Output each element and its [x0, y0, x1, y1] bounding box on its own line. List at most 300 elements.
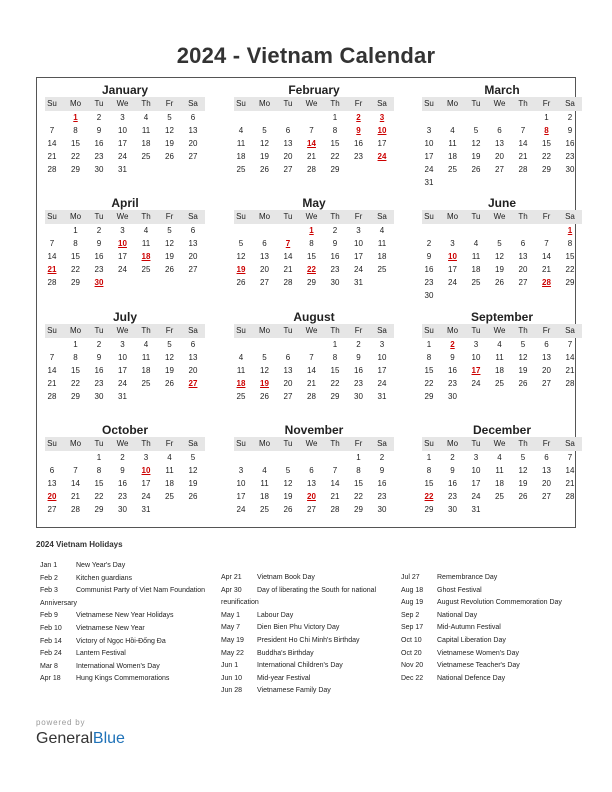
calendar-day: 28	[307, 165, 316, 174]
holiday-day: 1	[309, 226, 314, 235]
calendar-day: 26	[260, 392, 269, 401]
calendar-day: 29	[565, 278, 575, 287]
calendar-day: 2	[332, 226, 338, 235]
holiday-day: 3	[379, 113, 385, 122]
calendar-day: 1	[356, 453, 361, 462]
calendar-day: 22	[330, 379, 340, 388]
holiday-name: Mid-Autumn Festival	[437, 624, 501, 632]
calendar-day: 5	[520, 340, 526, 349]
holiday-date: Jun 28	[221, 687, 243, 695]
holiday-entry	[40, 585, 220, 610]
weekday-label: Th	[141, 439, 151, 448]
calendar-day: 28	[71, 505, 80, 514]
calendar-day: 31	[118, 392, 127, 401]
weekday-label: Mo	[69, 99, 82, 108]
weekday-header	[234, 324, 394, 338]
calendar-day: 18	[141, 366, 151, 375]
calendar-day: 4	[450, 126, 455, 135]
weekday-label: Su	[47, 99, 57, 108]
calendar-day: 6	[190, 113, 196, 122]
weekday-label: Th	[330, 439, 340, 448]
calendar-day: 29	[307, 278, 316, 287]
calendar-day: 14	[47, 139, 57, 148]
calendar-day: 30	[565, 165, 575, 174]
weekday-label: Sa	[377, 99, 387, 108]
calendar-day: 13	[542, 353, 551, 362]
calendar-day: 12	[518, 466, 528, 475]
calendar-day: 10	[471, 353, 481, 362]
weekday-label: Sa	[565, 326, 575, 335]
calendar-day: 5	[167, 226, 172, 235]
calendar-day: 14	[565, 353, 575, 362]
calendar-day: 25	[471, 278, 481, 287]
calendar-day: 31	[118, 165, 127, 174]
weekday-label: We	[305, 326, 318, 335]
calendar-day: 27	[188, 152, 198, 161]
calendar-day: 8	[356, 466, 361, 475]
calendar-day: 7	[49, 239, 55, 248]
calendar-day: 24	[377, 379, 387, 388]
calendar-day: 6	[49, 466, 55, 475]
holiday-entry	[401, 660, 581, 673]
holiday-day: 21	[47, 265, 57, 274]
calendar-day: 21	[71, 492, 80, 501]
calendar-day: 22	[71, 379, 80, 388]
weekday-label: Tu	[94, 439, 104, 448]
calendar-day: 25	[165, 492, 174, 501]
calendar-day: 18	[141, 139, 151, 148]
weekday-label: Mo	[446, 326, 459, 335]
calendar-day: 29	[71, 165, 80, 174]
month-4	[234, 196, 394, 306]
calendar-day: 20	[542, 366, 551, 375]
calendar-day: 31	[354, 278, 363, 287]
weekday-label: Tu	[471, 326, 481, 335]
weekday-label: Mo	[446, 99, 459, 108]
calendar-day: 19	[283, 492, 293, 501]
month-3	[45, 196, 205, 306]
calendar-day: 21	[283, 265, 293, 274]
calendar-day: 21	[47, 379, 57, 388]
weekday-label: We	[116, 99, 129, 108]
calendar-day: 21	[307, 152, 316, 161]
calendar-day: 4	[238, 126, 244, 135]
holiday-date: May 7	[221, 624, 241, 632]
calendar-day: 12	[283, 479, 293, 488]
calendar-day: 28	[47, 278, 57, 287]
calendar-day: 9	[450, 353, 455, 362]
holiday-name: Ghost Festival	[437, 586, 482, 594]
calendar-day: 22	[71, 265, 80, 274]
weekday-label: Su	[424, 326, 434, 335]
weekday-label: Su	[236, 439, 246, 448]
holiday-name: Victory of Ngọc Hồi-Đống Đa	[76, 637, 166, 645]
generalblue-logo[interactable]	[36, 730, 125, 748]
calendar-day: 6	[520, 239, 526, 248]
calendar-day: 24	[471, 379, 481, 388]
calendar-day: 14	[330, 479, 340, 488]
holiday-entry	[40, 623, 220, 636]
calendar-day: 25	[141, 379, 151, 388]
calendar-day: 8	[332, 126, 338, 135]
calendar-day: 13	[47, 479, 57, 488]
holiday-day: 20	[47, 492, 57, 501]
calendar-day: 28	[518, 165, 528, 174]
calendar-day: 15	[71, 139, 80, 148]
calendar-day: 16	[330, 252, 340, 261]
holiday-date: Jul 27	[401, 574, 420, 581]
calendar-day: 13	[188, 353, 198, 362]
calendar-day: 18	[495, 366, 504, 375]
calendar-day: 17	[118, 139, 127, 148]
calendar-day: 7	[567, 453, 573, 462]
page-title: 2024 - Vietnam Calendar	[176, 43, 436, 68]
month-10	[234, 423, 394, 533]
holiday-entry	[40, 661, 220, 674]
calendar-day: 10	[471, 466, 481, 475]
weekday-label: We	[305, 99, 318, 108]
calendar-day: 7	[332, 466, 338, 475]
calendar-day: 29	[542, 165, 551, 174]
calendar-day: 16	[354, 366, 363, 375]
holiday-entry	[401, 597, 581, 610]
calendar-day: 30	[424, 291, 434, 300]
calendar-day: 8	[567, 239, 573, 248]
calendar-day: 15	[307, 252, 316, 261]
holiday-name: New Year's Day	[76, 562, 126, 569]
holiday-date: Aug 19	[401, 599, 424, 607]
calendar-day: 24	[118, 265, 127, 274]
calendar-day: 1	[332, 340, 338, 349]
calendar-day: 27	[283, 392, 293, 401]
calendar-day: 27	[542, 379, 551, 388]
holiday-day: 1	[73, 113, 78, 122]
calendar-day: 3	[473, 340, 479, 349]
holiday-entry	[40, 560, 220, 573]
calendar-day: 2	[96, 340, 102, 349]
calendar-day: 17	[471, 479, 481, 488]
holiday-day: 17	[471, 366, 481, 375]
calendar-day: 20	[495, 152, 504, 161]
weekday-label: Tu	[471, 212, 481, 221]
month-9	[45, 423, 205, 533]
calendar-day: 1	[73, 340, 78, 349]
month-name: November	[284, 423, 344, 437]
holiday-name: Buddha's Birthday	[257, 649, 314, 657]
holiday-date: Feb 2	[40, 574, 58, 582]
calendar-day: 9	[426, 252, 432, 261]
holiday-name: Dien Bien Phu Victory Day	[257, 624, 340, 632]
calendar-day: 25	[495, 492, 504, 501]
calendar-day: 25	[377, 265, 387, 274]
calendar-day: 12	[260, 366, 269, 375]
calendar-day: 15	[565, 252, 575, 261]
holiday-name: August Revolution Commemoration Day	[437, 599, 562, 607]
weekday-label: We	[116, 439, 129, 448]
month-name: September	[470, 310, 534, 324]
calendar-day: 1	[96, 453, 102, 462]
calendar-day: 15	[94, 479, 104, 488]
holiday-entry	[401, 585, 581, 598]
calendar-day: 7	[520, 126, 526, 135]
weekday-label: Mo	[258, 99, 271, 108]
weekday-label: Su	[424, 439, 434, 448]
calendar-day: 5	[167, 340, 172, 349]
holiday-entry	[221, 610, 401, 623]
calendar-day: 4	[167, 453, 172, 462]
weekday-label: Th	[330, 212, 340, 221]
calendar-day: 11	[141, 126, 151, 135]
calendar-day: 27	[542, 492, 551, 501]
weekday-label: Fr	[354, 99, 363, 108]
calendar-day: 9	[332, 239, 338, 248]
calendar-day: 6	[285, 126, 291, 135]
calendar-day: 8	[73, 353, 78, 362]
calendar-day: 16	[118, 479, 127, 488]
calendar-day: 27	[260, 278, 269, 287]
weekday-label: We	[493, 212, 506, 221]
calendar-day: 10	[118, 353, 127, 362]
weekday-label: Mo	[446, 439, 459, 448]
calendar-day: 9	[356, 353, 361, 362]
calendar-day: 17	[448, 265, 457, 274]
calendar-day: 1	[73, 226, 78, 235]
calendar-day: 20	[283, 379, 293, 388]
holiday-column	[401, 572, 581, 685]
holiday-name: National Defence Day	[437, 674, 506, 682]
calendar-day: 19	[518, 479, 528, 488]
holiday-name: Capital Liberation Day	[437, 636, 506, 644]
weekday-label: Tu	[283, 326, 293, 335]
calendar-day: 13	[188, 239, 198, 248]
calendar-day: 4	[497, 340, 502, 349]
calendar-day: 14	[71, 479, 80, 488]
weekday-label: Fr	[542, 212, 551, 221]
holiday-entry	[40, 610, 220, 623]
calendar-day: 7	[49, 353, 55, 362]
holiday-name: Vietnamese New Year Holidays	[76, 612, 174, 620]
holiday-day: 18	[141, 252, 151, 261]
calendar-day: 5	[262, 353, 267, 362]
calendar-day: 23	[354, 152, 363, 161]
calendar-day: 8	[73, 239, 78, 248]
calendar-day: 7	[73, 466, 78, 475]
calendar-day: 28	[565, 379, 575, 388]
calendar-day: 16	[448, 366, 457, 375]
calendar-day: 31	[377, 392, 387, 401]
calendar-day: 11	[377, 239, 387, 248]
calendar-day: 16	[424, 265, 434, 274]
holiday-day: 8	[544, 126, 549, 135]
calendar-day: 26	[188, 492, 198, 501]
calendar-day: 22	[71, 152, 80, 161]
weekday-label: We	[493, 99, 506, 108]
holiday-column	[40, 560, 220, 686]
brand-blue: Blue	[92, 730, 125, 747]
weekday-label: Th	[330, 99, 340, 108]
calendar-day: 27	[188, 265, 198, 274]
calendar-day: 23	[94, 152, 104, 161]
weekday-label: Fr	[165, 99, 174, 108]
calendar-day: 28	[330, 505, 340, 514]
calendar-day: 16	[448, 479, 457, 488]
month-name: April	[111, 196, 139, 210]
calendar-day: 27	[495, 165, 504, 174]
calendar-day: 24	[236, 505, 246, 514]
calendar-day: 19	[165, 366, 174, 375]
calendar-day: 29	[330, 165, 340, 174]
holiday-date: May 19	[221, 636, 244, 644]
calendar-day: 29	[71, 392, 80, 401]
calendar-grid	[36, 77, 576, 528]
holiday-date: Feb 24	[40, 650, 62, 658]
calendar-day: 6	[285, 353, 291, 362]
month-name: August	[293, 310, 335, 324]
calendar-day: 26	[165, 265, 174, 274]
calendar-day: 19	[165, 252, 174, 261]
month-1	[234, 83, 394, 193]
holiday-date: Feb 14	[40, 637, 62, 645]
calendar-day: 21	[565, 479, 575, 488]
weekday-label: Th	[141, 212, 151, 221]
calendar-day: 23	[118, 492, 127, 501]
calendar-day: 30	[330, 278, 340, 287]
calendar-day: 27	[283, 165, 293, 174]
holiday-name: Kitchen guardians	[76, 574, 133, 582]
holiday-day: 10	[448, 252, 457, 261]
calendar-day: 2	[96, 113, 102, 122]
holiday-name: International Women's Day	[76, 662, 160, 670]
calendar-day: 10	[424, 139, 434, 148]
calendar-day: 20	[188, 252, 198, 261]
holiday-entry	[401, 673, 581, 686]
calendar-day: 5	[285, 466, 291, 475]
calendar-day: 27	[47, 505, 57, 514]
calendar-day: 11	[495, 466, 504, 475]
calendar-day: 10	[377, 353, 387, 362]
weekday-label: Th	[518, 212, 528, 221]
calendar-day: 7	[49, 126, 55, 135]
calendar-day: 6	[544, 453, 549, 462]
holiday-name: Vietnamese New Year	[76, 624, 145, 632]
calendar-day: 23	[448, 379, 457, 388]
holiday-entry	[40, 648, 220, 661]
calendar-day: 12	[165, 353, 174, 362]
calendar-day: 25	[236, 392, 246, 401]
weekday-label: Su	[47, 212, 57, 221]
calendar-day: 5	[497, 239, 502, 248]
calendar-day: 20	[283, 152, 293, 161]
calendar-day: 13	[518, 252, 528, 261]
month-6	[45, 310, 205, 420]
calendar-day: 16	[94, 252, 104, 261]
holiday-date: Dec 22	[401, 674, 424, 682]
calendar-day: 18	[260, 492, 269, 501]
holiday-day: 19	[260, 379, 269, 388]
holiday-date: Jun 1	[221, 662, 239, 670]
calendar-day: 30	[377, 505, 387, 514]
month-name: March	[484, 83, 520, 97]
weekday-label: Fr	[354, 326, 363, 335]
calendar-day: 23	[565, 152, 575, 161]
calendar-day: 3	[379, 340, 385, 349]
weekday-label: Tu	[94, 212, 104, 221]
calendar-day: 12	[471, 139, 481, 148]
calendar-day: 5	[473, 126, 479, 135]
weekday-label: Mo	[69, 326, 82, 335]
weekday-label: Sa	[188, 212, 198, 221]
calendar-day: 24	[424, 165, 434, 174]
calendar-day: 3	[450, 239, 455, 248]
weekday-label: Su	[424, 212, 434, 221]
calendar-day: 5	[238, 239, 244, 248]
calendar-day: 13	[307, 479, 316, 488]
calendar-day: 3	[238, 466, 244, 475]
weekday-header	[45, 324, 205, 338]
calendar-day: 14	[47, 366, 57, 375]
calendar-day: 25	[448, 165, 457, 174]
holiday-date: Feb 3	[40, 587, 58, 595]
calendar-day: 2	[426, 239, 432, 248]
holiday-date: Jun 10	[221, 674, 243, 682]
calendar-day: 21	[542, 265, 551, 274]
calendar-day: 22	[330, 152, 340, 161]
weekday-label: Sa	[188, 99, 198, 108]
month-0	[45, 83, 205, 193]
calendar-day: 12	[495, 252, 504, 261]
weekday-label: Su	[47, 326, 57, 335]
calendar-day: 24	[118, 152, 127, 161]
holiday-date: Feb 9	[40, 612, 58, 620]
calendar-day: 17	[377, 366, 387, 375]
holiday-date: Apr 18	[40, 675, 61, 683]
calendar-day: 30	[94, 165, 104, 174]
calendar-day: 31	[141, 505, 151, 514]
calendar-day: 21	[47, 152, 57, 161]
calendar-day: 9	[450, 466, 455, 475]
weekday-label: Mo	[258, 439, 271, 448]
calendar-day: 30	[448, 505, 457, 514]
calendar-day: 1	[426, 453, 432, 462]
calendar-day: 6	[190, 226, 196, 235]
weekday-label: Sa	[377, 212, 387, 221]
month-name: October	[101, 423, 148, 437]
calendar-day: 9	[96, 126, 102, 135]
weekday-label: Th	[330, 326, 340, 335]
calendar-day: 25	[141, 152, 151, 161]
calendar-day: 25	[260, 505, 269, 514]
month-name: May	[302, 196, 326, 210]
holiday-name: International Children's Day	[257, 662, 343, 670]
holidays-heading: 2024 Vietnam Holidays	[36, 540, 123, 549]
holiday-day: 1	[567, 226, 573, 235]
calendar-day: 4	[473, 239, 479, 248]
calendar-day: 17	[354, 252, 363, 261]
calendar-day: 27	[518, 278, 528, 287]
holiday-entry	[221, 648, 401, 661]
calendar-day: 17	[424, 152, 434, 161]
calendar-day: 10	[118, 126, 127, 135]
calendar-day: 1	[544, 113, 549, 122]
calendar-day: 15	[330, 366, 340, 375]
calendar-day: 31	[471, 505, 481, 514]
weekday-header	[234, 437, 394, 451]
calendar-day: 21	[307, 379, 316, 388]
calendar-day: 14	[47, 252, 57, 261]
calendar-day: 9	[120, 466, 125, 475]
weekday-label: We	[305, 212, 318, 221]
holiday-date: Sep 2	[401, 611, 420, 619]
